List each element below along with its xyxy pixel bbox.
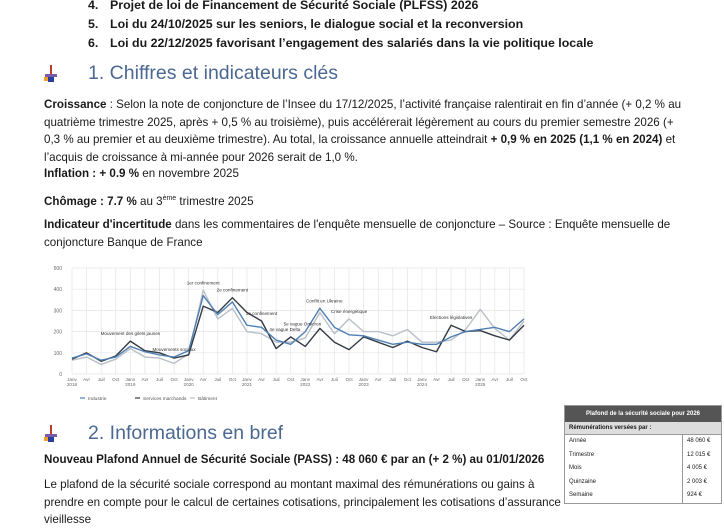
x-tick-label: Oct: [345, 377, 353, 382]
x-tick-label: Oct: [112, 377, 120, 382]
x-tick-label: Oct: [170, 377, 178, 382]
x-tick-label: Juil: [389, 377, 397, 382]
row-value: 48 060 €: [687, 438, 711, 444]
row-value: 924 €: [687, 492, 703, 498]
y-tick-label: 500: [53, 266, 62, 272]
chart-annotation: Elections législatives: [429, 315, 473, 321]
x-tick-label: Janv 2018: [66, 377, 78, 387]
incertitude-paragraph: Indicateur d'incertitude dans les commentaires de l'enquête mensuelle de conjoncture – Source : Enquête mensuelle de conjoncture Banque de France: [44, 218, 671, 249]
chart-annotation: 5e vague Omicron: [283, 321, 322, 327]
x-tick-label: Juil: [214, 377, 222, 382]
x-tick-label: Janv 2025: [475, 377, 486, 387]
x-tick-label: Avr: [258, 377, 265, 382]
y-tick-label: 100: [53, 350, 62, 357]
x-tick-label: Oct: [403, 377, 411, 382]
x-tick-label: Janv 2022: [300, 377, 311, 387]
x-tick-label: Avr: [374, 377, 382, 382]
pass-heading: Nouveau Plafond Annuel de Sécurité Sociale (PASS) : 48 060 € par an (+ 2 %) au 01/01/2026: [44, 453, 545, 466]
x-tick-label: Janv 2024: [416, 377, 428, 387]
legend-label: Bâtiment: [198, 397, 217, 402]
x-tick-label: Oct: [228, 377, 236, 382]
pass-paragraph: Le plafond de la sécurité sociale correspond au montant maximal des rémunérations ou gains à prendre en compte pour le calcul de certaines cotisations, principalement les cotisations d’assurance vieillesse: [44, 478, 561, 526]
row-label: Trimestre: [565, 449, 683, 463]
chart-annotation: 3e confinement: [245, 311, 278, 316]
x-tick-label: Janv 2021: [241, 377, 253, 387]
pin-icon: [44, 425, 58, 443]
x-tick-label: Juil: [97, 377, 105, 382]
x-tick-label: Oct: [287, 377, 295, 382]
x-tick-label: Juil: [330, 377, 338, 382]
legend-label: Services marchands: [143, 397, 187, 402]
x-tick-label: Juil: [272, 377, 280, 382]
intro-list: [88, 0, 593, 53]
table-row: [565, 489, 721, 503]
table-row: [565, 435, 721, 449]
croissance-paragraph: Croissance : Selon la note de conjoncture de l’Insee du 17/12/2025, l’activité française ralentirait en fin d’année (+ 0,2 % au quatrième trimestre 2025, après + 0,5 % au troisième), puis accélérerait légèrement au cours du premier semestre 2026 (+ 0,3 % au premier et au deuxième trimestre). Au total, la croissance annuelle atteindrait + 0,9 % en 2025 (1,1 % en 2024) et l’acquis de croissance à mi-année pour 2026 serait de 1,0 %.: [44, 98, 682, 164]
x-tick-label: Avr: [199, 377, 207, 382]
x-tick-label: Janv 2019: [125, 377, 136, 387]
x-tick-label: Juil: [447, 377, 455, 382]
pass-table: [564, 405, 722, 504]
table-subtitle: Rémunérations versées par :: [565, 422, 721, 435]
y-tick-label: 300: [53, 308, 62, 315]
y-tick-label: 0: [59, 372, 62, 378]
y-tick-label: 400: [53, 287, 62, 294]
inflation-line: Inflation : + 0.9 % en novembre 2025: [44, 167, 239, 180]
legend-label: Industrie: [88, 397, 107, 402]
chart-annotation: 1er confinement: [186, 280, 220, 286]
table-title: Plafond de la sécurité sociale pour 2026: [565, 406, 721, 422]
row-label: Quinzaine: [565, 476, 683, 490]
row-value: 2 003 €: [687, 478, 708, 485]
x-tick-label: Avr: [491, 377, 499, 382]
row-value: 12 015 €: [687, 451, 711, 458]
chart-annotation: 4e vague Delta: [269, 326, 301, 332]
chomage-line: Chômage : 7.7 % au 3ème trimestre 2025: [44, 194, 254, 208]
row-label: Année: [565, 435, 683, 449]
y-tick-label: 200: [53, 329, 62, 336]
list-item: 6. Loi du 22/12/2025 favorisant l’engagement des salariés dans la vie politique locale: [88, 36, 594, 50]
table-row: [565, 462, 721, 476]
chart-annotation: Mouvement des gilets jaunes: [100, 331, 161, 337]
row-label: Mois: [565, 462, 683, 476]
x-tick-label: Avr: [433, 377, 440, 382]
table-row: [565, 449, 721, 463]
table-row: [565, 476, 721, 490]
x-tick-label: Avr: [316, 377, 324, 382]
section-title: 2. Informations en bref: [88, 422, 284, 444]
x-tick-label: Avr: [141, 377, 149, 382]
x-tick-label: Avr: [83, 377, 90, 382]
x-tick-label: Oct: [520, 377, 528, 382]
pin-icon: [44, 65, 58, 83]
uncertainty-chart: [30, 260, 530, 410]
chart-annotation: 2e confinement: [216, 287, 249, 293]
section-title: 1. Chiffres et indicateurs clés: [88, 62, 339, 84]
chart-annotation: Crise énergétique: [330, 308, 368, 314]
x-tick-label: Juil: [156, 377, 163, 382]
x-tick-label: Janv 2023: [358, 377, 369, 387]
x-tick-label: Janv 2020: [183, 377, 194, 387]
x-tick-label: Oct: [462, 377, 470, 382]
list-item: 5. Loi du 24/10/2025 sur les seniors, le dialogue social et la reconversion: [88, 17, 524, 31]
list-item: 4. Projet de loi de Financement de Sécurité Sociale (PLFSS) 2026: [88, 0, 479, 12]
x-tick-label: Juil: [505, 377, 513, 382]
row-value: 4 005 €: [687, 465, 708, 471]
row-label: Semaine: [565, 489, 683, 503]
chart-annotation: Mouvements sociaux: [152, 347, 196, 353]
chart-annotation: Conflit en Ukraine: [305, 298, 343, 304]
